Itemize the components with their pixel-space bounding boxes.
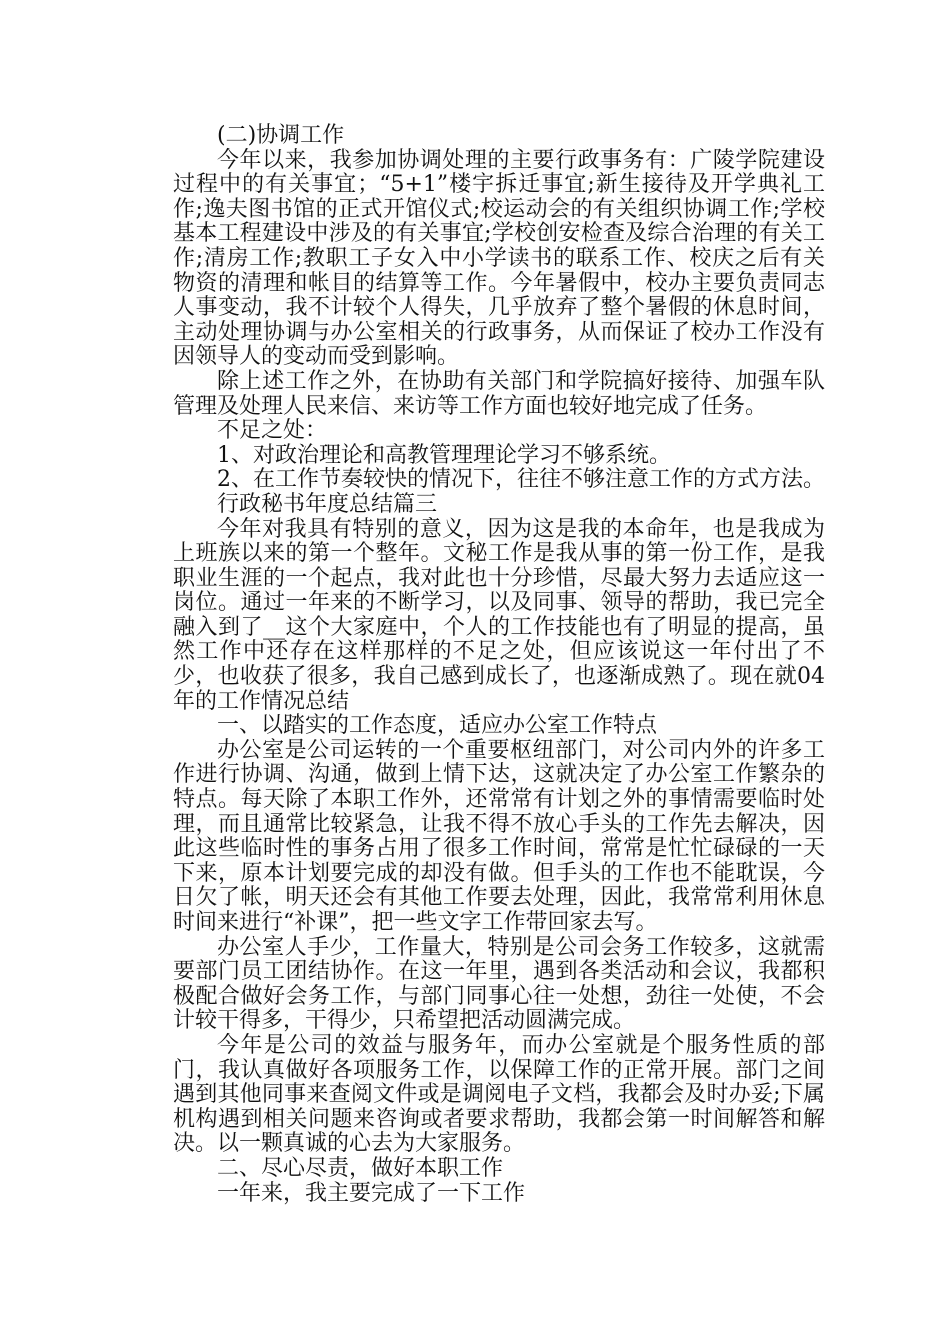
paragraph-coordination-tasks: 今年以来，我参加协调处理的主要行政事务有：广陵学院建设过程中的有关事宜；“5+1”楼宇拆迁事宜;新生接待及开学典礼工作;逸夫图书馆的正式开馆仪式;校运动会的有关组织协调工作;学校基本工程建设中涉及的有关事宜;学校创安检查及综合治理的有关工作;清房工作;教职工子女入中小学读书的联系工作、校庆之后有关物资的清理和帐目的结算等工作。今年暑假中，校办主要负责同志人事变动，我不计较个人得失，几乎放弃了整个暑假的休息时间，主动处理协调与办公室相关的行政事务，从而保证了校办工作没有因领导人的变动而受到影响。 (173, 147, 825, 370)
section-heading-coordination: (二)协调工作 (217, 123, 345, 148)
section-heading-1: 一、以踏实的工作态度，适应办公室工作特点 (217, 713, 658, 739)
paragraph-year-intro: 今年对我具有特别的意义，因为这是我的本命年，也是我成为上班族以来的第一个整年。文秘工作是我从事的第一份工作，是我职业生涯的一个起点，我对此也十分珍惜，尽最大努力去适应这一岗位。通过一年来的不断学习，以及同事、领导的帮助，我已完全融入到了__这个大家庭中，个人的工作技能也有了明显的提高，虽然工作中还存在这样那样的不足之处，但应该说这一年付出了不少，也收获了很多，我自己感到成长了，也逐渐成熟了。现在就04年的工作情况总结 (173, 516, 825, 714)
section-heading-2: 二、尽心尽责，做好本职工作 (217, 1155, 504, 1181)
document-body (173, 124, 825, 1206)
paragraph-office-role: 办公室是公司运转的一个重要枢纽部门，对公司内外的许多工作进行协调、沟通，做到上情下达，这就决定了办公室工作繁杂的特点。每天除了本职工作外，还常常有计划之外的事情需要临时处理，而且通常比较紧急，让我不得不放心手头的工作先去解决，因此这些临时性的事务占用了很多工作时间，常常是忙忙碌碌的一天下来，原本计划要完成的却没有做。但手头的工作也不能耽误，今日欠了帐，明天还会有其他工作要去处理，因此，我常常利用休息时间来进行“补课”，把一些文字工作带回家去写。 (173, 737, 825, 935)
shortcomings-heading: 不足之处： (217, 418, 328, 444)
chapter-title: 行政秘书年度总结篇三 (217, 491, 438, 517)
shortcoming-item-2: 2、在工作节奏较快的情况下，往往不够注意工作的方式方法。 (217, 467, 825, 493)
paragraph-other-tasks: 除上述工作之外，在协助有关部门和学院搞好接待、加强车队管理及处理人民来信、来访等工作方面也较好地完成了任务。 (173, 368, 825, 419)
paragraph-work-done: 一年来，我主要完成了一下工作 (217, 1180, 526, 1206)
paragraph-service: 今年是公司的效益与服务年，而办公室就是个服务性质的部门，我认真做好各项服务工作，以保障工作的正常开展。部门之间遇到其他同事来查阅文件或是调阅电子文档，我都会及时办妥;下属机构遇到相关问题来咨询或者要求帮助，我都会第一时间解答和解决。以一颗真诚的心去为大家服务。 (173, 1032, 825, 1157)
paragraph-teamwork: 办公室人手少，工作量大，特别是公司会务工作较多，这就需要部门员工团结协作。在这一年里，遇到各类活动和会议，我都积极配合做好会务工作，与部门同事心往一处想，劲往一处使，不会计较干得多，干得少，只希望把活动圆满完成。 (173, 934, 825, 1034)
shortcoming-item-1: 1、对政治理论和高教管理理论学习不够系统。 (217, 442, 671, 468)
